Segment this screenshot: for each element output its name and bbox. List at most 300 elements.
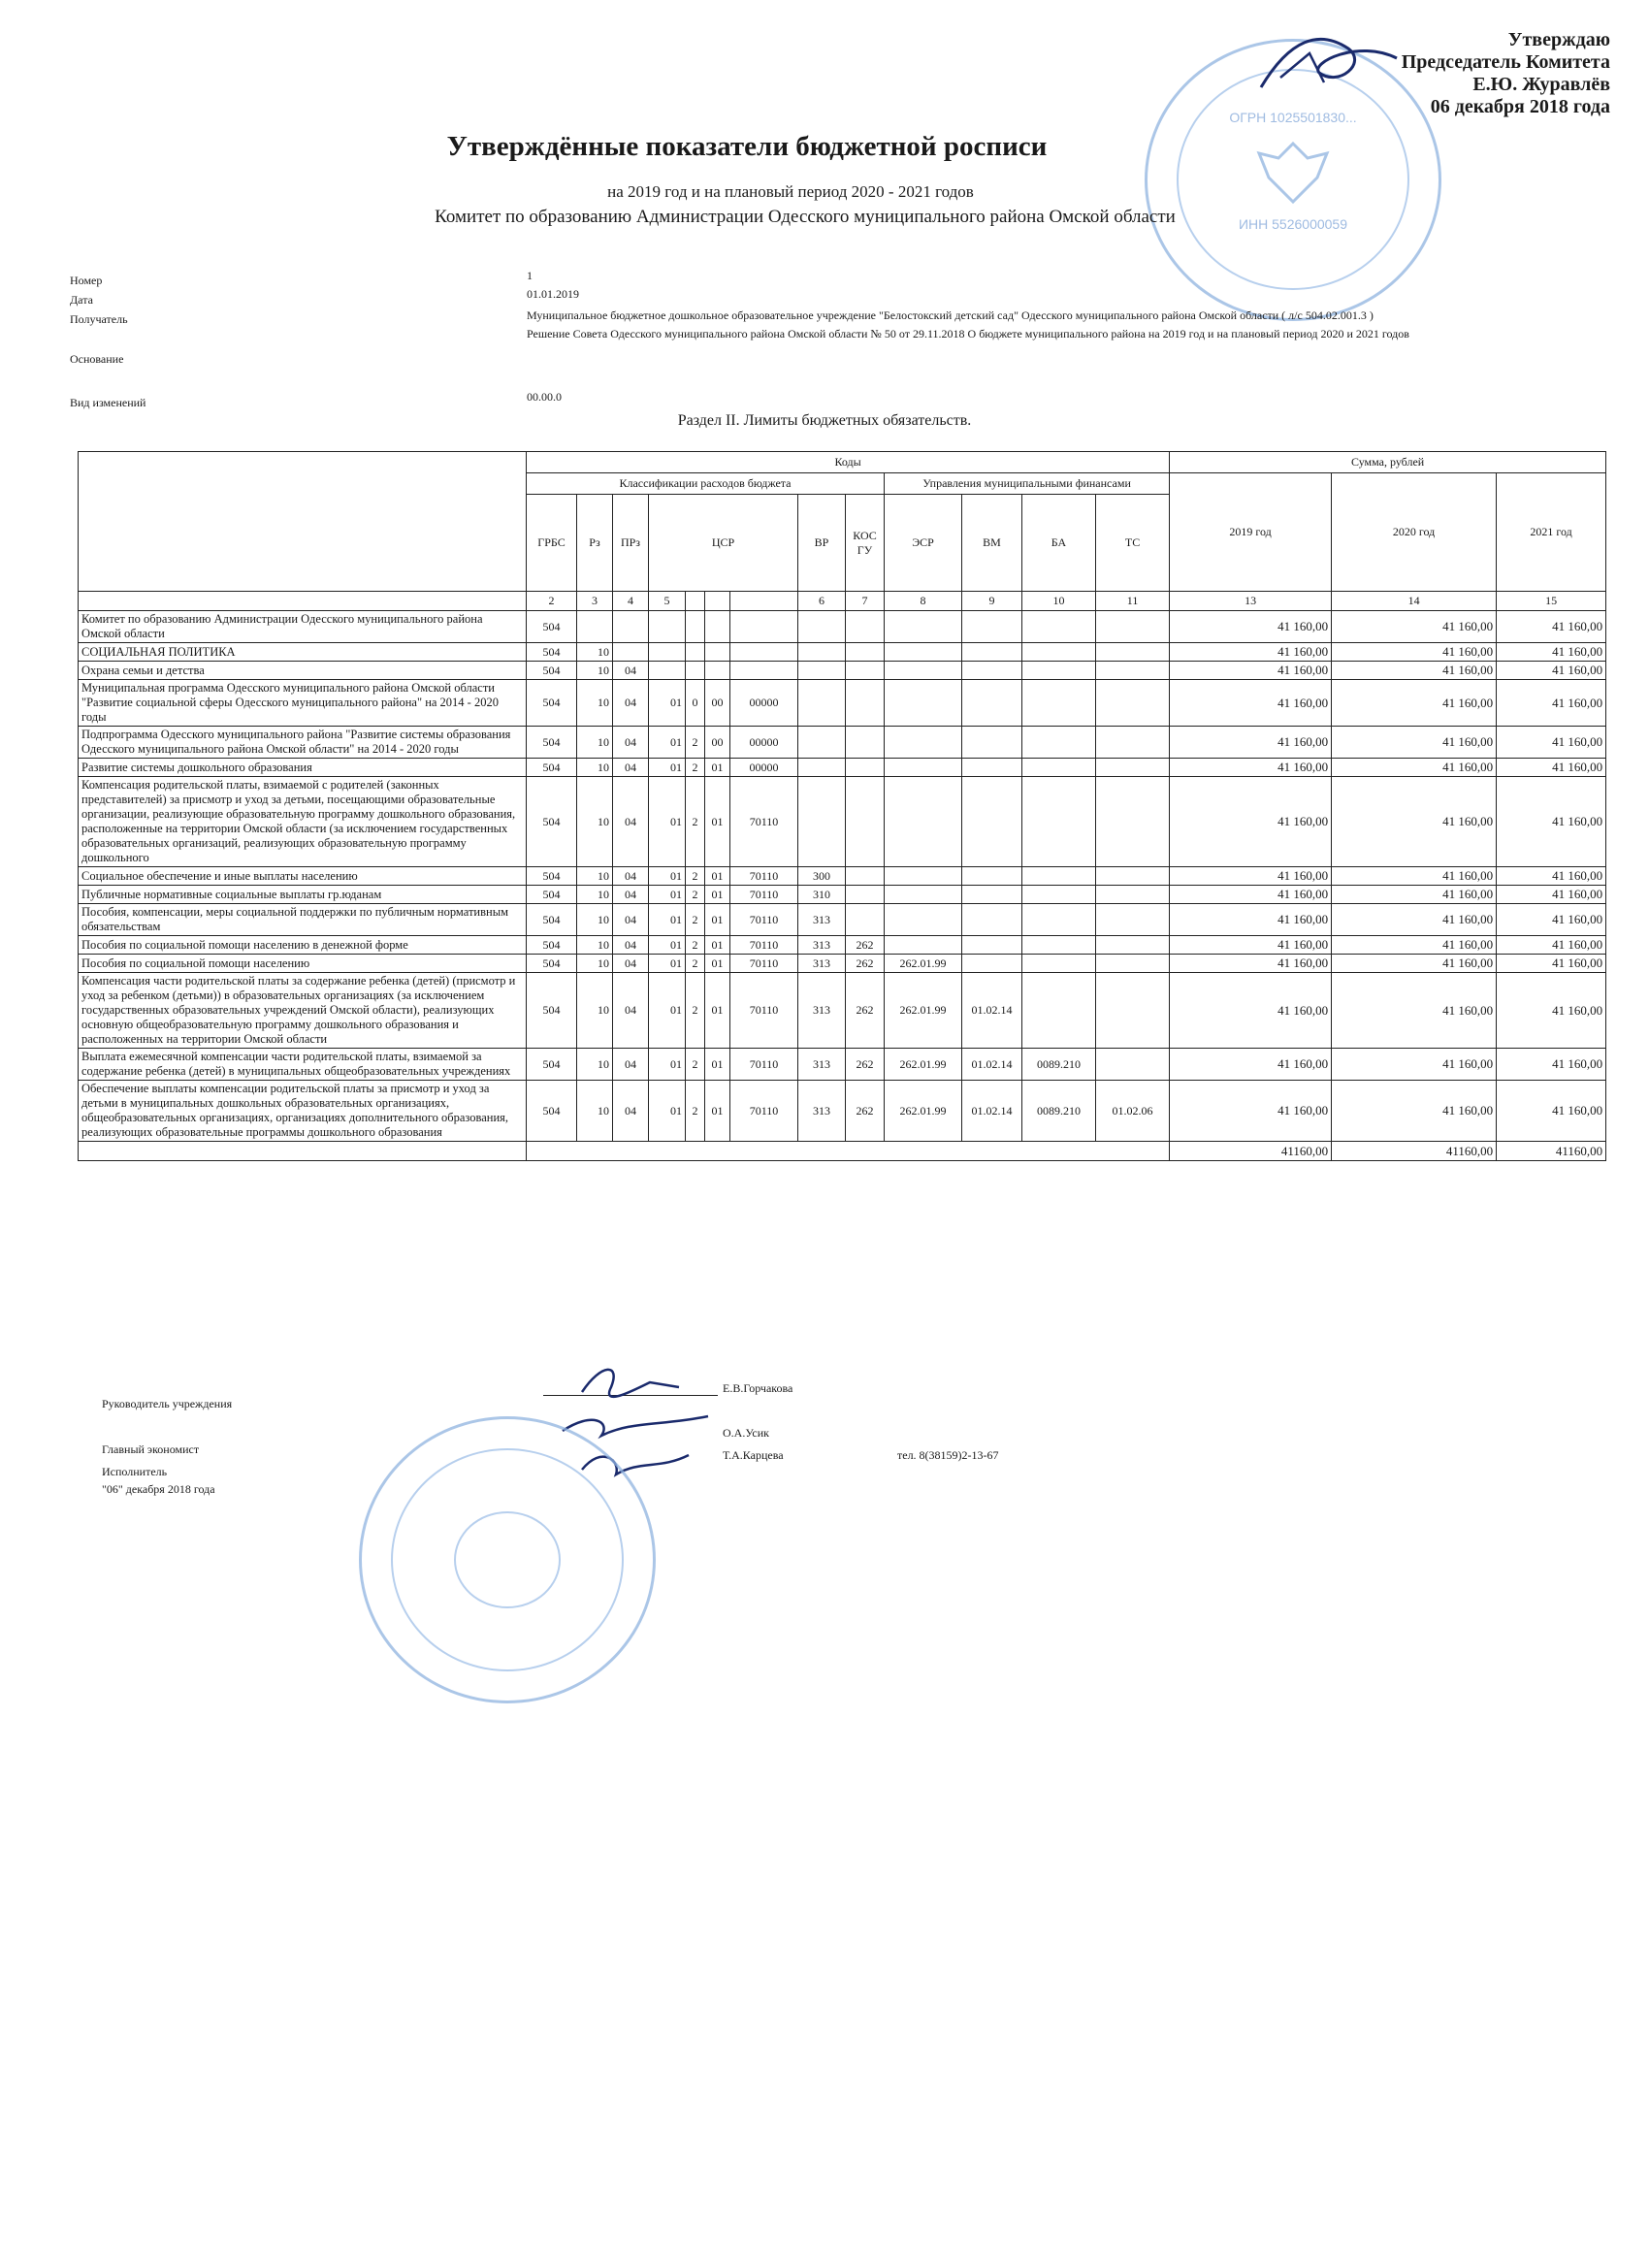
row-ts [1096, 936, 1170, 955]
row-ba [1022, 936, 1096, 955]
row-ba [1022, 886, 1096, 904]
row-kosgu: 262 [846, 1081, 885, 1142]
row-vm [962, 904, 1022, 936]
table-row [79, 1049, 1606, 1081]
row-vr: 313 [798, 973, 846, 1049]
row-ts [1096, 611, 1170, 643]
document-title: Утверждённые показатели бюджетной росписи [446, 131, 1048, 162]
row-kosgu [846, 904, 885, 936]
row-name: Обеспечение выплаты компенсации родительской платы за присмотр и уход за детьми в муниципальных дошкольных образовательных организациях, общеобразовательных организациях, организациях дополнительного образования, реализующих образовательные программы дошкольного образования [79, 1081, 527, 1142]
num-5b [686, 592, 705, 611]
row-2021: 41 160,00 [1497, 777, 1606, 867]
row-grbs: 504 [527, 1081, 577, 1142]
row-esr [885, 643, 962, 662]
row-2020: 41 160,00 [1332, 662, 1497, 680]
footer-date: "06" декабря 2018 года [102, 1482, 215, 1496]
header-esr: ЭСР [885, 495, 962, 592]
row-csr-4: 00000 [730, 680, 798, 727]
row-ts [1096, 643, 1170, 662]
change-value: 00.00.0 [527, 390, 562, 404]
row-grbs: 504 [527, 643, 577, 662]
num-2: 2 [527, 592, 577, 611]
table-row [79, 886, 1606, 904]
header-management: Управления муниципальными финансами [885, 473, 1170, 495]
header-ba: БА [1022, 495, 1096, 592]
row-grbs: 504 [527, 955, 577, 973]
row-ts [1096, 886, 1170, 904]
row-name: СОЦИАЛЬНАЯ ПОЛИТИКА [79, 643, 527, 662]
row-csr-1 [649, 643, 686, 662]
row-2021: 41 160,00 [1497, 680, 1606, 727]
stamp-ogrn: ОГРН 1025501830... [1229, 110, 1357, 125]
row-ba [1022, 867, 1096, 886]
row-csr-3: 01 [705, 777, 730, 867]
row-2020: 41 160,00 [1332, 643, 1497, 662]
row-esr [885, 886, 962, 904]
row-prz: 04 [613, 662, 649, 680]
row-ts [1096, 680, 1170, 727]
num-7: 7 [846, 592, 885, 611]
num-10: 10 [1022, 592, 1096, 611]
row-rz: 10 [577, 662, 613, 680]
row-vm [962, 867, 1022, 886]
row-csr-3 [705, 662, 730, 680]
row-csr-2: 0 [686, 680, 705, 727]
row-vr: 310 [798, 886, 846, 904]
row-csr-2: 2 [686, 777, 705, 867]
row-2019: 41 160,00 [1170, 680, 1332, 727]
header-classification: Классификации расходов бюджета [527, 473, 885, 495]
row-vr [798, 680, 846, 727]
header-codes: Коды [527, 452, 1170, 473]
row-esr [885, 759, 962, 777]
row-rz: 10 [577, 680, 613, 727]
row-ba [1022, 662, 1096, 680]
row-ba [1022, 955, 1096, 973]
row-csr-4 [730, 643, 798, 662]
row-ts [1096, 955, 1170, 973]
table-row [79, 727, 1606, 759]
row-name: Комитет по образованию Администрации Одесского муниципального района Омской области [79, 611, 527, 643]
number-value: 1 [527, 269, 533, 282]
table-row [79, 680, 1606, 727]
row-2020: 41 160,00 [1332, 955, 1497, 973]
row-csr-2: 2 [686, 867, 705, 886]
row-vr [798, 662, 846, 680]
row-ba [1022, 680, 1096, 727]
row-prz: 04 [613, 1081, 649, 1142]
row-csr-4: 00000 [730, 759, 798, 777]
row-csr-4: 70110 [730, 777, 798, 867]
row-grbs: 504 [527, 727, 577, 759]
row-kosgu [846, 643, 885, 662]
row-name: Социальное обеспечение и иные выплаты населению [79, 867, 527, 886]
row-csr-2: 2 [686, 759, 705, 777]
row-csr-4: 70110 [730, 1049, 798, 1081]
header-2019: 2019 год [1170, 473, 1332, 592]
num-4: 4 [613, 592, 649, 611]
row-grbs: 504 [527, 759, 577, 777]
executor-name: Т.А.Карцева [723, 1448, 784, 1462]
row-kosgu: 262 [846, 1049, 885, 1081]
row-2020: 41 160,00 [1332, 680, 1497, 727]
row-2019: 41 160,00 [1170, 955, 1332, 973]
row-csr-4: 70110 [730, 936, 798, 955]
approval-word: Утверждаю [1507, 29, 1610, 50]
row-csr-1: 01 [649, 727, 686, 759]
row-csr-3 [705, 611, 730, 643]
row-rz: 10 [577, 904, 613, 936]
approval-date: 06 декабря 2018 года [1430, 96, 1610, 117]
budget-table [78, 451, 1606, 1161]
row-esr: 262.01.99 [885, 973, 962, 1049]
row-kosgu: 262 [846, 936, 885, 955]
row-grbs: 504 [527, 886, 577, 904]
recipient-label: Получатель [70, 312, 128, 326]
row-ts [1096, 759, 1170, 777]
row-csr-1: 01 [649, 936, 686, 955]
row-rz: 10 [577, 777, 613, 867]
row-2021: 41 160,00 [1497, 662, 1606, 680]
row-esr [885, 680, 962, 727]
row-prz: 04 [613, 680, 649, 727]
row-kosgu [846, 867, 885, 886]
table-row [79, 955, 1606, 973]
recipient-value: Муниципальное бюджетное дошкольное образовательное учреждение "Белостокский детский сад" Одесского муниципального района Омской области ( л/с 504.02.001.3 ) [527, 308, 1374, 322]
row-2020: 41 160,00 [1332, 1081, 1497, 1142]
header-2020: 2020 год [1332, 473, 1497, 592]
table-row [79, 936, 1606, 955]
row-2021: 41 160,00 [1497, 936, 1606, 955]
num-8: 8 [885, 592, 962, 611]
table-row [79, 1081, 1606, 1142]
row-2020: 41 160,00 [1332, 611, 1497, 643]
row-prz: 04 [613, 759, 649, 777]
total-2019: 41160,00 [1170, 1142, 1332, 1161]
approval-position: Председатель Комитета [1401, 51, 1610, 73]
row-kosgu [846, 886, 885, 904]
header-ts: ТС [1096, 495, 1170, 592]
row-2020: 41 160,00 [1332, 727, 1497, 759]
row-rz [577, 611, 613, 643]
num-5d [730, 592, 798, 611]
header-rz: Рз [577, 495, 613, 592]
row-2019: 41 160,00 [1170, 643, 1332, 662]
row-vm [962, 680, 1022, 727]
row-name: Муниципальная программа Одесского муниципального района Омской области "Развитие социальной сферы Одесского муниципального района" на 2014 - 2020 годы [79, 680, 527, 727]
table-row [79, 973, 1606, 1049]
row-kosgu [846, 662, 885, 680]
row-2020: 41 160,00 [1332, 904, 1497, 936]
num-5: 5 [649, 592, 686, 611]
date-value: 01.01.2019 [527, 287, 579, 301]
row-prz: 04 [613, 955, 649, 973]
row-csr-2: 2 [686, 1081, 705, 1142]
row-csr-4 [730, 611, 798, 643]
row-csr-3: 01 [705, 973, 730, 1049]
row-csr-1: 01 [649, 680, 686, 727]
row-2019: 41 160,00 [1170, 904, 1332, 936]
row-ba [1022, 759, 1096, 777]
row-ts [1096, 662, 1170, 680]
row-grbs: 504 [527, 611, 577, 643]
row-csr-4: 70110 [730, 973, 798, 1049]
row-csr-4 [730, 662, 798, 680]
row-esr: 262.01.99 [885, 955, 962, 973]
row-prz: 04 [613, 1049, 649, 1081]
table-row [79, 904, 1606, 936]
row-prz: 04 [613, 777, 649, 867]
num-6: 6 [798, 592, 846, 611]
signature-approval-icon [1251, 19, 1416, 107]
row-esr [885, 936, 962, 955]
row-csr-2: 2 [686, 973, 705, 1049]
row-ts [1096, 777, 1170, 867]
row-2021: 41 160,00 [1497, 867, 1606, 886]
row-rz: 10 [577, 955, 613, 973]
row-esr [885, 867, 962, 886]
row-2021: 41 160,00 [1497, 759, 1606, 777]
row-kosgu [846, 777, 885, 867]
document-committee: Комитет по образованию Администрации Одесского муниципального района Омской области [435, 207, 1176, 227]
row-vm [962, 611, 1022, 643]
row-ts [1096, 867, 1170, 886]
row-grbs: 504 [527, 973, 577, 1049]
num-13: 13 [1170, 592, 1332, 611]
row-csr-3: 01 [705, 1081, 730, 1142]
row-csr-1: 01 [649, 777, 686, 867]
row-2019: 41 160,00 [1170, 662, 1332, 680]
row-csr-2: 2 [686, 936, 705, 955]
row-grbs: 504 [527, 936, 577, 955]
row-name: Охрана семьи и детства [79, 662, 527, 680]
row-prz: 04 [613, 973, 649, 1049]
row-ba: 0089.210 [1022, 1081, 1096, 1142]
row-esr: 262.01.99 [885, 1049, 962, 1081]
row-2019: 41 160,00 [1170, 973, 1332, 1049]
table-row [79, 777, 1606, 867]
row-name: Пособия по социальной помощи населению в денежной форме [79, 936, 527, 955]
row-csr-2: 2 [686, 955, 705, 973]
row-vr: 313 [798, 904, 846, 936]
stamp-inn: ИНН 5526000059 [1238, 216, 1348, 232]
row-vm: 01.02.14 [962, 973, 1022, 1049]
row-ts [1096, 973, 1170, 1049]
row-vr: 313 [798, 955, 846, 973]
row-prz: 04 [613, 886, 649, 904]
row-ts [1096, 1049, 1170, 1081]
row-ba [1022, 727, 1096, 759]
row-vr [798, 611, 846, 643]
header-vr: ВР [798, 495, 846, 592]
num-3: 3 [577, 592, 613, 611]
row-esr [885, 611, 962, 643]
row-prz: 04 [613, 727, 649, 759]
row-prz [613, 643, 649, 662]
row-2019: 41 160,00 [1170, 1081, 1332, 1142]
header-sum: Сумма, рублей [1170, 452, 1606, 473]
row-csr-3: 00 [705, 727, 730, 759]
num-5c [705, 592, 730, 611]
row-grbs: 504 [527, 662, 577, 680]
row-ba [1022, 777, 1096, 867]
row-ts [1096, 727, 1170, 759]
row-2021: 41 160,00 [1497, 727, 1606, 759]
row-csr-2: 2 [686, 904, 705, 936]
phone: тел. 8(38159)2-13-67 [897, 1448, 999, 1462]
row-vr [798, 777, 846, 867]
economist-name: О.А.Усик [723, 1426, 769, 1440]
section-title: Раздел II. Лимиты бюджетных обязательств. [677, 412, 972, 429]
num-14: 14 [1332, 592, 1497, 611]
basis-label: Основание [70, 352, 124, 366]
row-ts: 01.02.06 [1096, 1081, 1170, 1142]
row-vr: 313 [798, 1081, 846, 1142]
row-csr-1 [649, 611, 686, 643]
num-11: 11 [1096, 592, 1170, 611]
row-csr-3: 01 [705, 955, 730, 973]
row-vr: 313 [798, 936, 846, 955]
header-kosgu: КОС ГУ [846, 495, 885, 592]
row-rz: 10 [577, 727, 613, 759]
row-esr: 262.01.99 [885, 1081, 962, 1142]
executor-label: Исполнитель [102, 1465, 168, 1478]
row-vm: 01.02.14 [962, 1049, 1022, 1081]
row-csr-2: 2 [686, 886, 705, 904]
row-csr-4: 70110 [730, 1081, 798, 1142]
row-vr: 313 [798, 1049, 846, 1081]
row-2021: 41 160,00 [1497, 886, 1606, 904]
economist-label: Главный экономист [102, 1442, 200, 1456]
head-label: Руководитель учреждения [102, 1397, 233, 1410]
row-rz: 10 [577, 936, 613, 955]
row-csr-1: 01 [649, 955, 686, 973]
row-name: Пособия, компенсации, меры социальной поддержки по публичным нормативным обязательствам [79, 904, 527, 936]
approval-name: Е.Ю. Журавлёв [1472, 74, 1610, 95]
row-name: Компенсация родительской платы, взимаемой с родителей (законных представителей) за присмотр и уход за детьми, посещающими образовательные организации, реализующие образовательную программу дошкольного образования, расположенные на территории Омской области (за исключением государственных образовательных организаций, реализующих образовательную программу дошкольного [79, 777, 527, 867]
row-name: Выплата ежемесячной компенсации части родительской платы, взимаемой за содержание ребенка (детей) в муниципальных общеобразовательных учреждениях [79, 1049, 527, 1081]
number-label: Номер [70, 274, 103, 287]
row-vm [962, 936, 1022, 955]
header-2021: 2021 год [1497, 473, 1606, 592]
row-2019: 41 160,00 [1170, 777, 1332, 867]
row-ba [1022, 611, 1096, 643]
row-csr-1: 01 [649, 867, 686, 886]
row-2021: 41 160,00 [1497, 611, 1606, 643]
row-2019: 41 160,00 [1170, 886, 1332, 904]
row-vr: 300 [798, 867, 846, 886]
row-2019: 41 160,00 [1170, 1049, 1332, 1081]
row-csr-3: 01 [705, 759, 730, 777]
total-2021: 41160,00 [1497, 1142, 1606, 1161]
row-csr-4: 70110 [730, 886, 798, 904]
row-kosgu [846, 759, 885, 777]
head-name: Е.В.Горчакова [723, 1381, 793, 1395]
row-2019: 41 160,00 [1170, 936, 1332, 955]
row-rz: 10 [577, 1049, 613, 1081]
row-2021: 41 160,00 [1497, 973, 1606, 1049]
header-grbs: ГРБС [527, 495, 577, 592]
row-rz: 10 [577, 886, 613, 904]
row-kosgu [846, 680, 885, 727]
row-2021: 41 160,00 [1497, 643, 1606, 662]
row-esr [885, 777, 962, 867]
row-csr-1: 01 [649, 886, 686, 904]
row-csr-1: 01 [649, 1081, 686, 1142]
row-prz: 04 [613, 867, 649, 886]
row-csr-4: 00000 [730, 727, 798, 759]
row-rz: 10 [577, 973, 613, 1049]
num-1 [79, 592, 527, 611]
row-csr-2 [686, 643, 705, 662]
row-rz: 10 [577, 1081, 613, 1142]
row-name: Развитие системы дошкольного образования [79, 759, 527, 777]
row-rz: 10 [577, 643, 613, 662]
row-vr [798, 643, 846, 662]
table-row [79, 611, 1606, 643]
basis-value: Решение Совета Одесского муниципального района Омской области № 50 от 29.11.2018 О бюджете муниципального района на 2019 год и на плановый период 2020 и 2021 годов [527, 327, 1409, 340]
row-grbs: 504 [527, 904, 577, 936]
row-vm [962, 777, 1022, 867]
row-csr-4: 70110 [730, 955, 798, 973]
header-prz: ПРз [613, 495, 649, 592]
row-csr-3: 01 [705, 936, 730, 955]
document-period: на 2019 год и на плановый период 2020 - 2021 годов [607, 182, 974, 201]
row-csr-1: 01 [649, 759, 686, 777]
row-csr-4: 70110 [730, 867, 798, 886]
row-rz: 10 [577, 759, 613, 777]
row-2021: 41 160,00 [1497, 1049, 1606, 1081]
row-csr-4: 70110 [730, 904, 798, 936]
row-grbs: 504 [527, 680, 577, 727]
row-ba [1022, 973, 1096, 1049]
row-kosgu: 262 [846, 955, 885, 973]
table-row [79, 662, 1606, 680]
row-2019: 41 160,00 [1170, 759, 1332, 777]
row-name: Пособия по социальной помощи населению [79, 955, 527, 973]
row-csr-3: 00 [705, 680, 730, 727]
row-prz [613, 611, 649, 643]
row-csr-3 [705, 643, 730, 662]
row-vr [798, 727, 846, 759]
table-row [79, 867, 1606, 886]
row-csr-2 [686, 611, 705, 643]
row-csr-2: 2 [686, 1049, 705, 1081]
row-2020: 41 160,00 [1332, 886, 1497, 904]
row-vm [962, 759, 1022, 777]
stamp-bottom-icon [359, 1416, 656, 1703]
header-vm: ВМ [962, 495, 1022, 592]
row-vm [962, 643, 1022, 662]
row-grbs: 504 [527, 1049, 577, 1081]
row-vm [962, 662, 1022, 680]
row-csr-2 [686, 662, 705, 680]
num-15: 15 [1497, 592, 1606, 611]
row-csr-2: 2 [686, 727, 705, 759]
row-esr [885, 904, 962, 936]
row-name: Публичные нормативные социальные выплаты гр.юданам [79, 886, 527, 904]
row-2019: 41 160,00 [1170, 867, 1332, 886]
row-rz: 10 [577, 867, 613, 886]
row-grbs: 504 [527, 867, 577, 886]
row-csr-3: 01 [705, 886, 730, 904]
row-csr-1: 01 [649, 1049, 686, 1081]
header-csr: ЦСР [649, 495, 798, 592]
row-2020: 41 160,00 [1332, 777, 1497, 867]
row-prz: 04 [613, 904, 649, 936]
row-2021: 41 160,00 [1497, 904, 1606, 936]
row-kosgu [846, 611, 885, 643]
